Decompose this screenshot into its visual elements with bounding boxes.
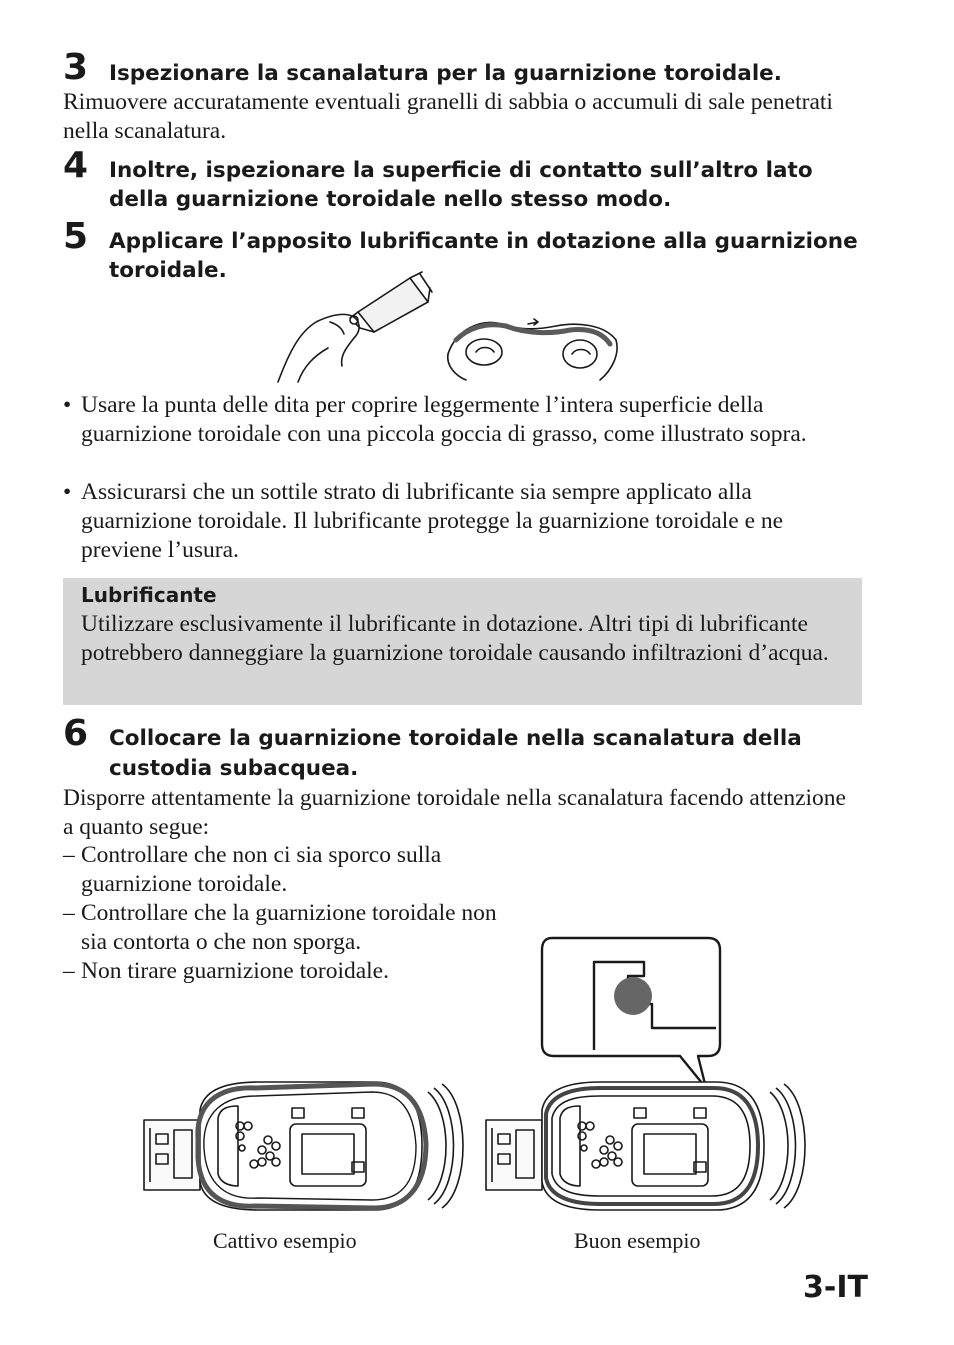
dash-item — [63, 899, 523, 957]
page-number: 3-IT — [803, 1270, 868, 1305]
step-4-title-line1: Inoltre, ispezionare la superficie di contatto sull’altro lato — [109, 158, 813, 183]
bullet-marker: • — [63, 392, 72, 418]
dash-item — [63, 957, 523, 986]
dash-text: Controllare che la guarnizione toroidale non sia contorta o che non sporga. — [81, 900, 497, 955]
lubricant-application-illustration — [270, 270, 630, 386]
bad-example-caption: Cattivo esempio — [213, 1228, 357, 1253]
step-3-title: Ispezionare la scanalatura per la guarnizione toroidale. — [109, 61, 782, 86]
step-6-title-line1: Collocare la guarnizione toroidale nella scanalatura della — [109, 726, 802, 751]
step-5-title-line2: toroidale. — [109, 258, 227, 283]
good-example-housing-illustration — [480, 1078, 806, 1214]
step-6-body: Disporre attentamente la guarnizione toroidale nella scanalatura facendo attenzione a quanto segue: — [63, 785, 846, 840]
dash-text: Non tirare guarnizione toroidale. — [81, 958, 389, 984]
step-4-number: 4 — [63, 145, 89, 186]
step-3-number: 3 — [63, 47, 89, 88]
dash-marker: – — [63, 842, 75, 868]
bullet-text: Assicurarsi che un sottile strato di lubrificante sia sempre applicato alla guarnizione toroidale. Il lubrificante protegge la guarnizione toroidale e ne previene l’usura. — [81, 479, 784, 563]
step-6-number: 6 — [63, 713, 89, 754]
dash-item — [63, 841, 523, 899]
good-example-caption: Buon esempio — [574, 1228, 701, 1253]
dash-text: Controllare che non ci sia sporco sulla guarnizione toroidale. — [81, 842, 442, 897]
step-5-number: 5 — [63, 216, 89, 257]
step-5-title-line1: Applicare l’apposito lubrificante in dotazione alla guarnizione — [109, 229, 858, 254]
note-body: Utilizzare esclusivamente il lubrificante in dotazione. Altri tipi di lubrificante potrebbero danneggiare la guarnizione toroidale causando infiltrazioni d’acqua. — [81, 611, 829, 666]
step-3-body: Rimuovere accuratamente eventuali granelli di sabbia o accumuli di sale penetrati nella scanalatura. — [63, 89, 833, 144]
step-6-title-line2: custodia subacquea. — [109, 756, 359, 781]
bullet-item — [63, 478, 863, 565]
lubricant-note-box — [63, 578, 862, 705]
bad-example-housing-illustration — [138, 1078, 464, 1214]
bullet-marker: • — [63, 479, 72, 505]
bullet-item — [63, 391, 863, 449]
oring-groove-callout — [540, 936, 724, 1092]
note-title: Lubrificante — [81, 583, 217, 607]
step-4-title-line2: della guarnizione toroidale nello stesso modo. — [109, 187, 672, 212]
dash-marker: – — [63, 900, 75, 926]
bullet-text: Usare la punta delle dita per coprire leggermente l’intera superficie della guarnizione toroidale con una piccola goccia di grasso, come illustrato sopra. — [81, 392, 807, 447]
dash-marker: – — [63, 958, 75, 984]
